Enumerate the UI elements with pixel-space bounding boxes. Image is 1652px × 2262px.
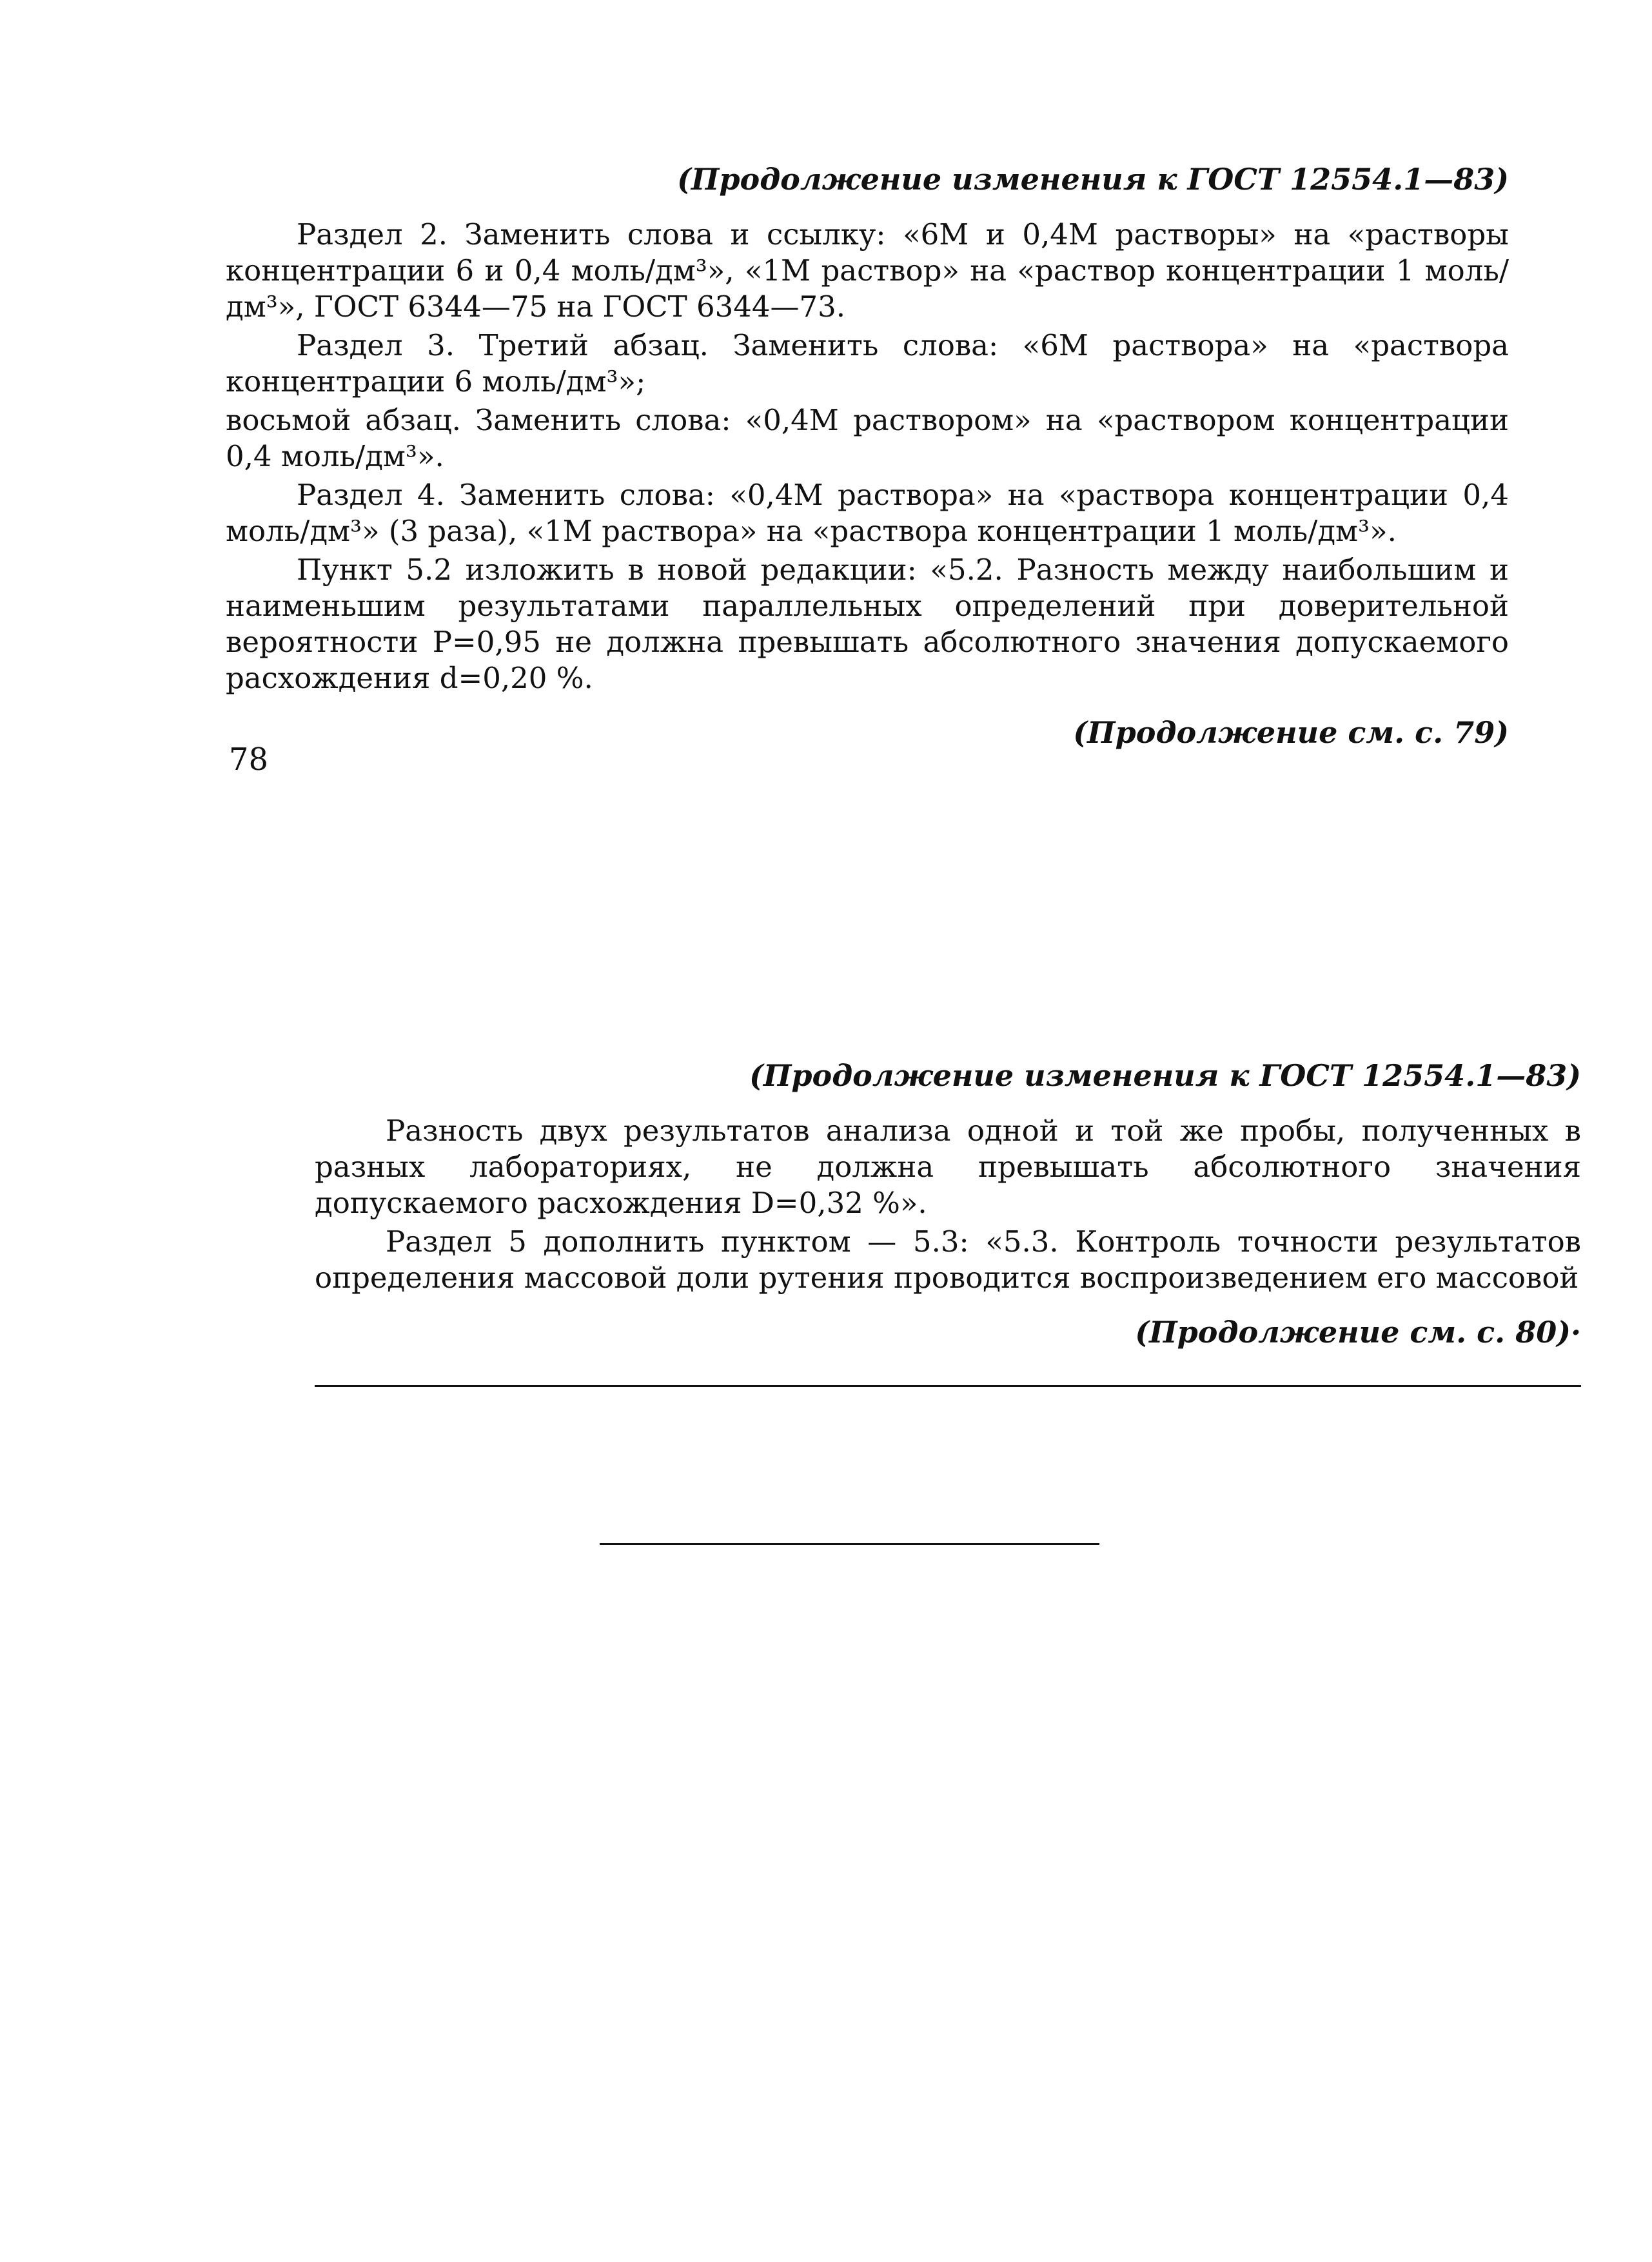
- short-horizontal-rule: [600, 1543, 1099, 1545]
- paragraph-section-5: Раздел 5 дополнить пунктом — 5.3: «5.3. Контроль точности результатов определения массовой доли рутения проводится воспроизведением его массовой: [315, 1224, 1581, 1295]
- continuation-header: (Продолжение изменения к ГОСТ 12554.1—83): [677, 162, 1509, 197]
- paragraph-difference-results: Разность двух результатов анализа одной и той же пробы, полученных в разных лабораториях, не должна превышать абсолютного значения допускаемого расхождения D=0,32 %».: [315, 1114, 1581, 1220]
- top-section: [226, 161, 1509, 751]
- continuation-header: (Продолжение изменения к ГОСТ 12554.1—83): [749, 1058, 1581, 1093]
- paragraph-section-3: Раздел 3. Третий абзац. Заменить слова: «6М раствора» на «раствора концентрации 6 моль/дм³»;: [226, 328, 1509, 398]
- paragraph-section-2: Раздел 2. Заменить слова и ссылку: «6М и 0,4М растворы» на «растворы концентрации 6 и 0,4 моль/дм³», «1М раствор» на «раствор концентрации 1 моль/дм³», ГОСТ 6344—75 на ГОСТ 6344—73.: [226, 217, 1509, 324]
- page-number: 78: [229, 742, 269, 778]
- continuation-footer: (Продолжение см. с. 79): [1073, 715, 1509, 750]
- paragraph-section-4: Раздел 4. Заменить слова: «0,4М раствора» на «раствора концентрации 0,4 моль/дм³» (3 раза), «1М раствора» на «раствора концентрации 1 моль/дм³».: [226, 478, 1509, 548]
- paragraph-eighth-abzac: восьмой абзац. Заменить слова: «0,4М раствором» на «раствором концентрации 0,4 моль/дм³».: [226, 403, 1509, 473]
- bottom-section: [315, 1057, 1581, 1350]
- horizontal-rule: [315, 1385, 1581, 1387]
- paragraph-item-5-2: Пункт 5.2 изложить в новой редакции: «5.2. Разность между наибольшим и наименьшим результатами параллельных определений при доверительной вероятности P=0,95 не должна превышать абсолютного значения допускаемого расхождения d=0,20 %.: [226, 553, 1509, 695]
- continuation-footer: (Продолжение см. с. 80)·: [1135, 1315, 1581, 1350]
